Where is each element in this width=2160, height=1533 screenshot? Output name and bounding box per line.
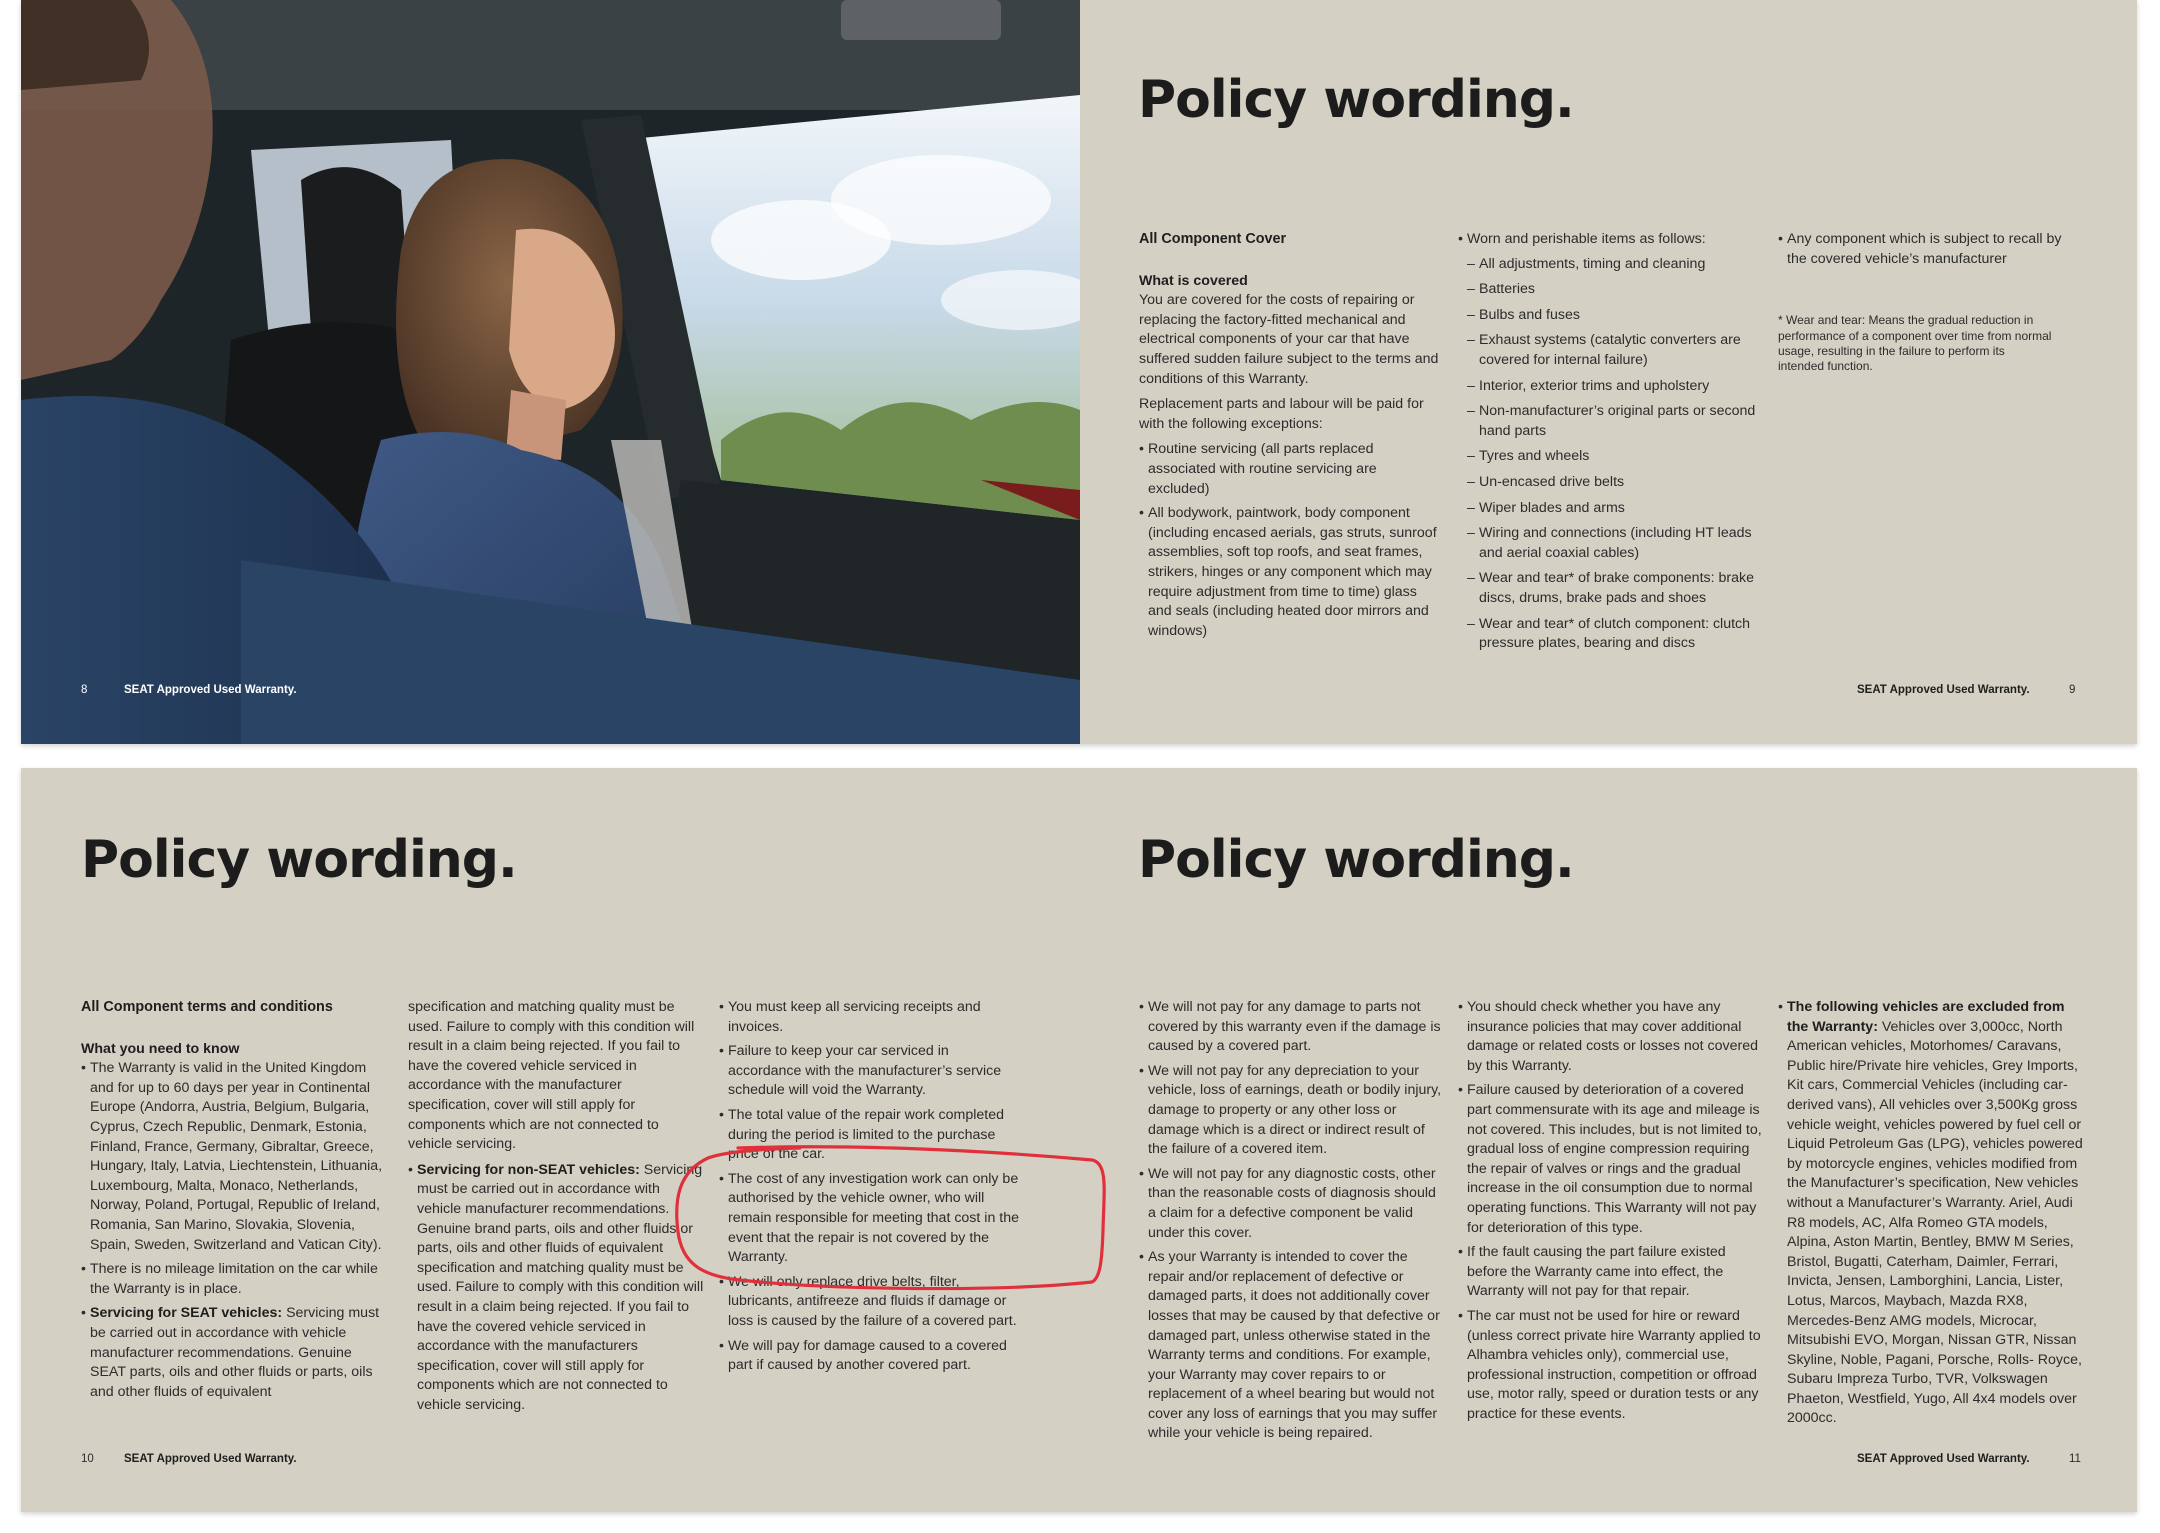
list-item: • All bodywork, paintwork, body component (including encased aerials, gas struts, sunroof assemblies, soft top roofs, and seat frames, strikers, hinges or any component which may require adjustment from time to time) glass and seals (including heated door mirrors and windows) xyxy=(1139,504,1439,641)
list-item: • We will not pay for any diagnostic costs, other than the reasonable costs of diagnosis should a claim for a defective component be valid under this cover. xyxy=(1139,1165,1445,1243)
list-item: • As your Warranty is intended to cover the repair and/or replacement of defective or damaged parts, it does not additionally cover losses that may be caused by that defective or damaged part, unless otherwise stated in the Warranty terms and conditions. For example, your Warranty may cover repairs to or replacement of a wheel bearing but would not cover any loss of earnings that you may suffer while your vehicle is being repaired. xyxy=(1139,1248,1445,1444)
list-item xyxy=(1778,998,2084,1429)
page-9-column-1 xyxy=(1139,230,1439,646)
page-9-footer: SEAT Approved Used Warranty. xyxy=(1857,684,2030,696)
page-9-heading: Policy wording. xyxy=(1138,70,1574,130)
list-item: • If the fault causing the part failure existed before the Warranty came into effect, the Warranty will not pay for that repair. xyxy=(1458,1243,1764,1302)
spread-pages-8-9 xyxy=(21,0,2137,744)
page-11-column-1 xyxy=(1139,998,1445,1449)
list-item: – Un-encased drive belts xyxy=(1467,473,1764,493)
what-is-covered-subheading: What is covered xyxy=(1139,272,1248,289)
page-number-11: 11 xyxy=(2069,1453,2081,1465)
non-seat-list xyxy=(408,1161,706,1416)
list-item: • Failure caused by deterioration of a covered part commensurate with its age and mileage is not covered. This includes, but is not limited to, gradual loss of engine compression requiring the repair of valves or rings and the gradual increase in the oil consumption due to normal operating functions. This Warranty will not pay for deterioration of this type. xyxy=(1458,1081,1764,1238)
page-11-column-2 xyxy=(1458,998,1764,1429)
servicing-non-seat-text: Servicing must be carried out in accordance with vehicle manufacturer recommendations. Genuine brand parts, oils and other fluids or parts, oils and other fluids of equivalent specification and matching quality must be used. Failure to comply with this condition will result in a claim being rejected. If you fail to have the covered vehicle serviced in accordance with the manufacturers specification, cover will still apply for components which are not connected to vehicle servicing. xyxy=(417,1161,704,1413)
list-item: • Any component which is subject to recall by the covered vehicle’s manufacturer xyxy=(1778,230,2063,269)
list-item: • Failure to keep your car serviced in accordance with the manufacturer’s service schedule will void the Warranty. xyxy=(719,1042,1025,1101)
list-item: • The total value of the repair work completed during the period is limited to the purchase price of the car. xyxy=(719,1106,1025,1165)
excluded-vehicles-lead: The following vehicles are excluded from the Warranty: xyxy=(1787,999,2065,1035)
page-number-8: 8 xyxy=(81,684,88,696)
recall-list xyxy=(1778,230,2063,269)
page-10-heading: Policy wording. xyxy=(81,830,517,890)
terms-and-conditions-title: All Component terms and conditions xyxy=(81,999,333,1015)
list-item: • Routine servicing (all parts replaced associated with routine servicing are excluded) xyxy=(1139,440,1439,499)
coverage-paragraph: You are covered for the costs of repairing or replacing the factory-fitted mechanical and electrical components of your car that have suffered sudden failure subject to the terms and conditions of this Warranty. xyxy=(1139,292,1439,387)
list-item: • We will pay for damage caused to a covered part if caused by another covered part. xyxy=(719,1337,1025,1376)
list-item: – Batteries xyxy=(1467,280,1764,300)
wear-and-tear-footnote: * Wear and tear: Means the gradual reduction in performance of a component over time from normal usage, resulting in the failure to perform its intended function. xyxy=(1778,313,2052,374)
list-item: • We will only replace drive belts, filter, lubricants, antifreeze and fluids if damage or loss is caused by the failure of a covered part. xyxy=(719,1273,1025,1332)
servicing-continued-paragraph: specification and matching quality must be used. Failure to comply with this condition will result in a claim being rejected. If you fail to have the covered vehicle serviced in accordance with the manufacturer specification, cover will still apply for components which are not connected to vehicle servicing. xyxy=(408,999,695,1153)
list-item: – Bulbs and fuses xyxy=(1467,306,1764,326)
list-item xyxy=(81,1304,391,1402)
page-11-heading: Policy wording. xyxy=(1138,830,1574,890)
list-item: • You must keep all servicing receipts and invoices. xyxy=(719,998,1025,1037)
list-item: • Worn and perishable items as follows: xyxy=(1458,230,1764,250)
spread-pages-10-11 xyxy=(21,768,2137,1512)
exclusions-list xyxy=(1139,998,1445,1444)
list-item xyxy=(408,1161,706,1416)
page-number-9: 9 xyxy=(2069,684,2076,696)
car-photo xyxy=(21,0,1080,744)
car-interior-illustration xyxy=(21,0,1080,744)
list-item: – Exhaust systems (catalytic converters are covered for internal failure) xyxy=(1467,331,1764,370)
excluded-vehicles-list xyxy=(1778,998,2084,1429)
list-item: • We will not pay for any damage to parts not covered by this warranty even if the damage is caused by a covered part. xyxy=(1139,998,1445,1057)
servicing-seat-lead: Servicing for SEAT vehicles: xyxy=(90,1305,283,1322)
page-9-column-2 xyxy=(1458,230,1764,660)
page-11-footer: SEAT Approved Used Warranty. xyxy=(1857,1453,2030,1465)
list-item: – Tyres and wheels xyxy=(1467,447,1764,467)
servicing-seat-text: Servicing must be carried out in accordance with vehicle manufacturer recommendations. Genuine SEAT parts, oils and other fluids or parts, oils and other fluids of equivalent xyxy=(90,1305,380,1400)
list-item: • The Warranty is valid in the United Kingdom and for up to 60 days per year in Continental Europe (Andorra, Austria, Belgium, Bulgaria, Cyprus, Czech Republic, Denmark, Estonia, Finland, France, Germany, Gibraltar, Greece, Hungary, Italy, Latvia, Liechtenstein, Lithuania, Luxembourg, Malta, Monaco, Netherlands, Norway, Poland, Portugal, Republic of Ireland, Romania, San Marino, Slovakia, Slovenia, Spain, Sweden, Switzerland and Vatican City). xyxy=(81,1059,391,1255)
page-10-footer: SEAT Approved Used Warranty. xyxy=(124,1453,297,1465)
what-you-need-to-know-subheading: What you need to know xyxy=(81,1040,240,1057)
conditions-list xyxy=(1458,998,1764,1424)
worn-items-sublist xyxy=(1467,255,1764,654)
page-10-column-3 xyxy=(719,998,1025,1381)
servicing-non-seat-lead: Servicing for non-SEAT vehicles: xyxy=(417,1161,640,1178)
page-number-10: 10 xyxy=(81,1453,94,1465)
list-item: – Wiper blades and arms xyxy=(1467,499,1764,519)
list-item: – All adjustments, timing and cleaning xyxy=(1467,255,1764,275)
page-9-column-3 xyxy=(1778,230,2063,381)
list-item: – Wear and tear* of clutch component: clutch pressure plates, bearing and discs xyxy=(1467,615,1764,654)
list-item: • We will not pay for any depreciation to your vehicle, loss of earnings, death or bodily injury, damage to property or any other loss or damage which is a direct or indirect result of the failure of a covered item. xyxy=(1139,1062,1445,1160)
list-item: • There is no mileage limitation on the car while the Warranty is in place. xyxy=(81,1260,391,1299)
excluded-vehicles-text: Vehicles over 3,000cc, North American vehicles, Motorhomes/ Caravans, Public hire/Private hire vehicles, Grey Imports, Kit cars, Commercial Vehicles (including car-derived vans), All vehicles over 3,500Kg gross vehicle weight, vehicles powered by fuel cell or Liquid Petroleum Gas (LPG), vehicles powered by motorcycle engines, vehicles modified from the Manufacturer’s specification, New vehicles without a Manufacturer’s Warranty. Ariel, Audi R8 models, AC, Alfa Romeo GTA models, Alpina, Aston Martin, Bentley, BMW M Series, Bristol, Bugatti, Caterham, Daimler, Ferrari, Invicta, Jensen, Lamborghini, Lancia, Lister, Lotus, Marcos, Maybach, Mazda RX8, Mercedes-Benz AMG models, Microcar, Mitsubishi EVO, Morgan, Nissan GTR, Nissan Skyline, Noble, Pagani, Porsche, Rolls- Royce, Subaru Impreza Turbo, TVR, Volkswagen Phaeton, Westfield, Yugo, All 4x4 models over 2000cc. xyxy=(1787,1018,2083,1427)
page-8-footer: SEAT Approved Used Warranty. xyxy=(124,684,297,696)
list-item: – Non-manufacturer’s original parts or second hand parts xyxy=(1467,402,1764,441)
list-item: – Interior, exterior trims and upholstery xyxy=(1467,377,1764,397)
page-10-column-2 xyxy=(408,998,706,1420)
worn-items-list xyxy=(1458,230,1764,250)
exceptions-paragraph: Replacement parts and labour will be paid for with the following exceptions: xyxy=(1139,396,1424,432)
list-item: • You should check whether you have any insurance policies that may cover additional damage or related costs or losses not covered by this Warranty. xyxy=(1458,998,1764,1076)
list-item: – Wear and tear* of brake components: brake discs, drums, brake pads and shoes xyxy=(1467,569,1764,608)
terms-list xyxy=(81,1059,391,1402)
all-component-cover-title: All Component Cover xyxy=(1139,231,1287,247)
page-10-column-1 xyxy=(81,998,391,1407)
exceptions-list xyxy=(1139,440,1439,641)
servicing-rules-list xyxy=(719,998,1025,1376)
list-item: • The cost of any investigation work can only be authorised by the vehicle owner, who will remain responsible for meeting that cost in the event that the repair is not covered by the Warranty. xyxy=(719,1170,1025,1268)
list-item: – Wiring and connections (including HT leads and aerial coaxial cables) xyxy=(1467,524,1764,563)
list-item: • The car must not be used for hire or reward (unless correct private hire Warranty applied to Alhambra vehicles only), commercial use, professional instruction, competition or offroad use, motor rally, speed or duration tests or any practice for these events. xyxy=(1458,1307,1764,1425)
page-11-column-3 xyxy=(1778,998,2084,1434)
